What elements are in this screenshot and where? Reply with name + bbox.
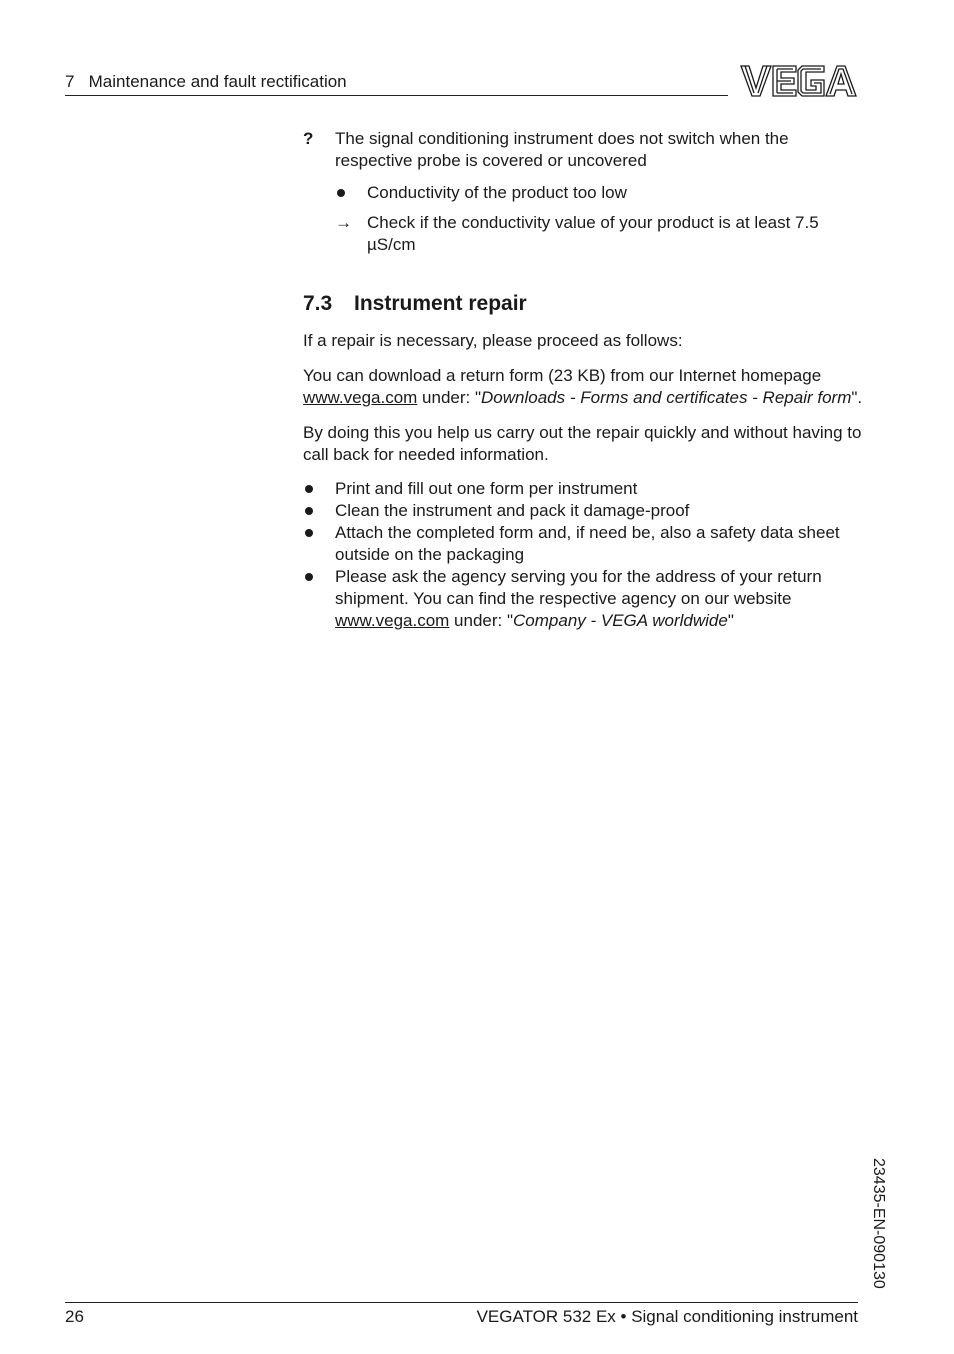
vega-link[interactable]: www.vega.com — [335, 611, 450, 630]
header-section-number: 7 — [65, 72, 75, 91]
benefit-paragraph: By doing this you help us carry out the repair quickly and without having to call back for needed information. — [303, 423, 862, 464]
section-heading — [303, 293, 863, 315]
remedy-text: Check if the conductivity value of your product is at least 7.5 µS/cm — [367, 213, 819, 254]
bullet-icon — [303, 500, 335, 522]
question-mark: ? — [303, 129, 314, 148]
header-rule — [65, 95, 728, 96]
list-item: Clean the instrument and pack it damage-proof — [303, 500, 863, 522]
vega-logo — [740, 64, 858, 98]
list-item: Attach the completed form and, if need be, also a safety data sheet outside on the packaging — [303, 522, 863, 566]
arrow-right-icon: → — [335, 213, 352, 232]
cause-text: Conductivity of the product too low — [367, 183, 627, 202]
header-section-title: Maintenance and fault rectification — [88, 72, 347, 91]
section-title: Instrument repair — [354, 292, 527, 315]
question-item — [303, 128, 863, 172]
bullet-icon — [335, 182, 367, 204]
footer-product: VEGATOR 532 Ex • Signal conditioning instrument — [476, 1307, 858, 1326]
cause-item — [335, 182, 863, 204]
bullet-icon — [303, 478, 335, 500]
section-number: 7.3 — [303, 292, 333, 315]
list-item: Print and fill out one form per instrument — [303, 478, 863, 500]
vega-link[interactable]: www.vega.com — [303, 388, 418, 407]
bullet-icon — [303, 522, 335, 566]
footer-rule — [65, 1302, 858, 1303]
bullet-icon — [303, 566, 335, 632]
page-number: 26 — [65, 1307, 84, 1326]
list-item: Please ask the agency serving you for the address of your return shipment. You can find the respective agency on our website www.vega.com under: "Company - VEGA worldwide" — [303, 566, 863, 632]
question-text: The signal conditioning instrument does not switch when the respective probe is covered or uncovered — [335, 129, 789, 170]
main-content — [303, 128, 863, 632]
intro-paragraph: If a repair is necessary, please proceed as follows: — [303, 331, 683, 350]
document-id: 23435-EN-090130 — [870, 1158, 887, 1289]
download-paragraph: You can download a return form (23 KB) from our Internet homepage www.vega.com under: "Downloads - Forms and certificates - Repair form". — [303, 366, 863, 407]
remedy-item — [335, 212, 863, 256]
steps-list — [303, 478, 863, 632]
running-header — [65, 72, 347, 92]
